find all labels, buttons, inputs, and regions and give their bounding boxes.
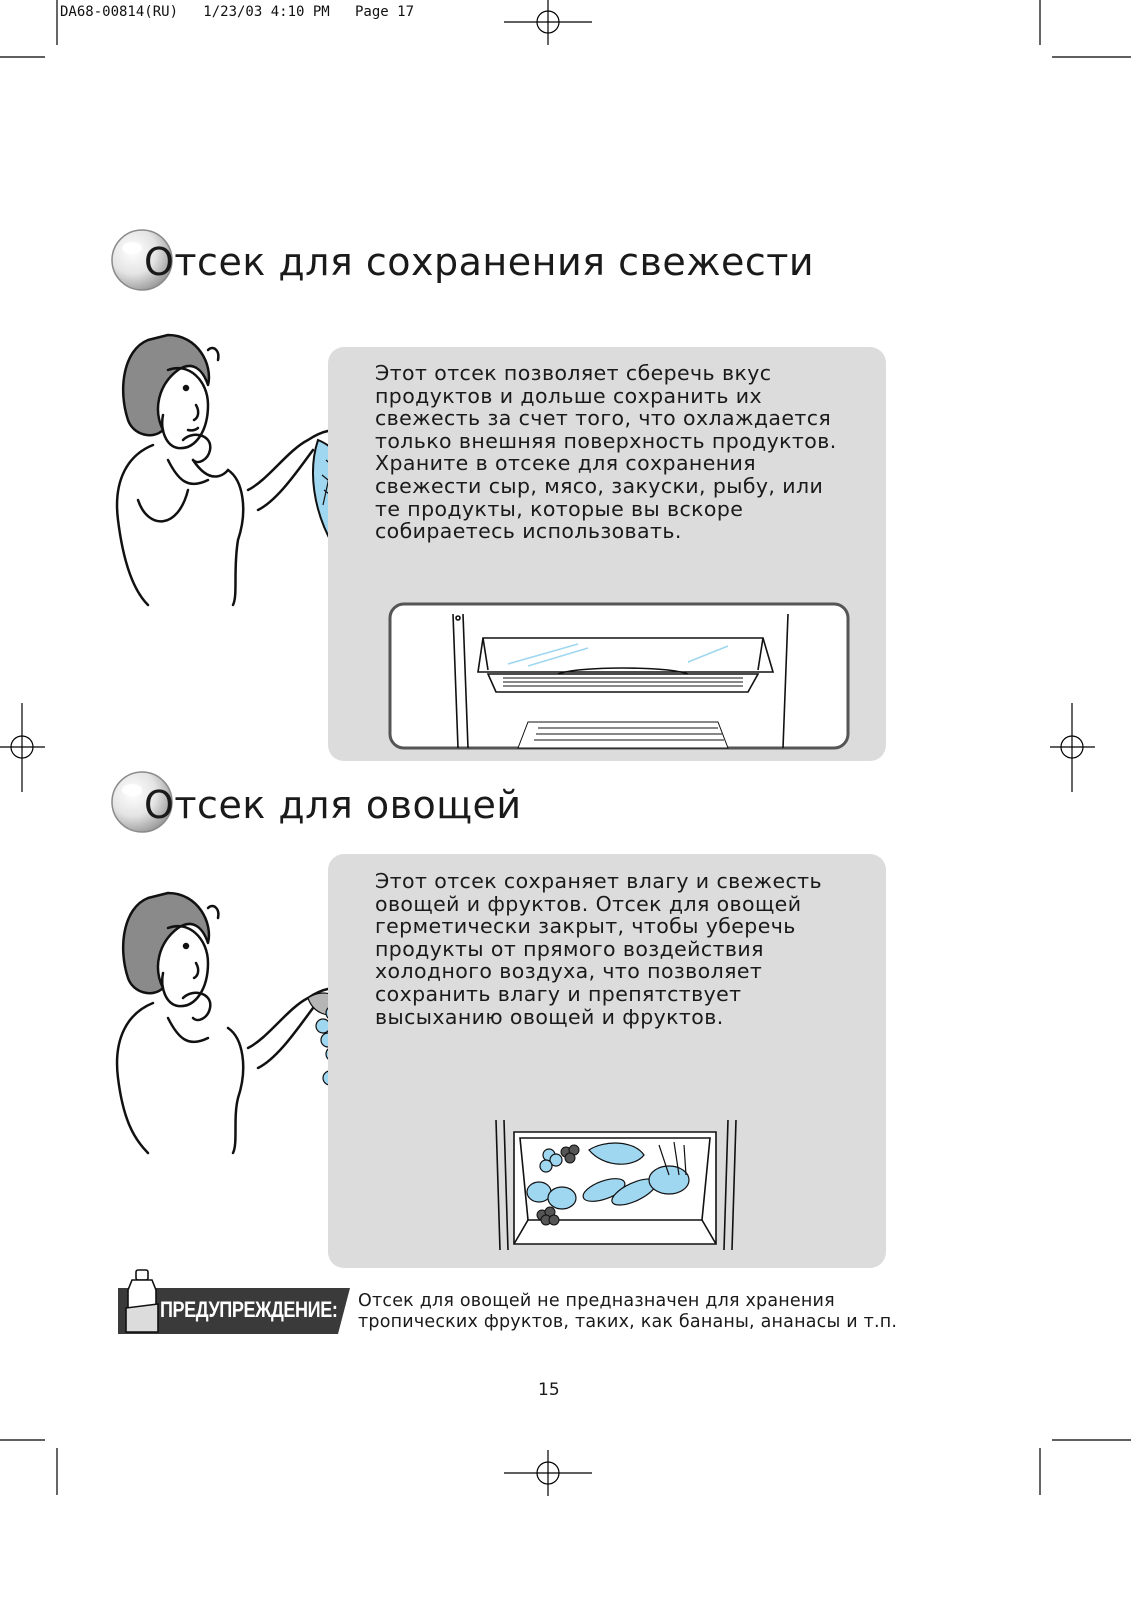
body-line: Этот отсек позволяет сберечь вкус [375,361,772,385]
registration-mark-left [0,703,45,792]
body-line: сохранить влагу и препятствует [375,981,742,1006]
section-title-fresh: Отсек для сохранения свежести [144,240,815,284]
warning-text [358,1291,897,1333]
body-line: продуктов и дольше сохранить их [375,383,762,408]
print-header: DA68-00814(RU) 1/23/03 4:10 PM Page 17 [60,4,415,20]
section-title-vegetable: Отсек для овощей [144,783,522,827]
body-line: Этот отсек сохраняет влагу и свежесть [375,869,822,893]
body-line: свежесть за счет того, что охлаждается [375,406,832,431]
body-line: только внешняя поверхность продуктов. [375,428,837,453]
body-line: высыханию овощей и фруктов. [375,1004,724,1029]
warning-line: тропических фруктов, таких, как бананы, ананасы и т.п. [358,1312,898,1332]
body-line: холодного воздуха, что позволяет [375,959,763,984]
body-line: продукты от прямого воздействия [375,936,764,961]
fresh-drawer-illustration [388,602,850,750]
vegetable-body-text [375,870,875,1028]
body-line: герметически закрыт, чтобы уберечь [375,914,796,939]
fresh-body-text [375,362,875,543]
warning-line: Отсек для овощей не предназначен для хранения [358,1291,835,1311]
body-line: Храните в отсеке для сохранения [375,451,757,476]
body-line: собираетесь использовать. [375,519,682,544]
page-number: 15 [538,1380,560,1400]
registration-mark-top [504,0,592,45]
warning-label: ПРЕДУПРЕЖДЕНИЕ: [160,1297,338,1322]
vegetable-drawer-illustration [494,1120,739,1250]
registration-mark-right [1050,703,1095,792]
warning-bottle-icon [126,1270,158,1332]
body-line: овощей и фруктов. Отсек для овощей [375,891,802,916]
body-line: те продукты, которые вы вскоре [375,496,744,521]
body-line: свежести сыр, мясо, закуски, рыбу, или [375,473,824,498]
registration-mark-bottom [504,1450,592,1496]
